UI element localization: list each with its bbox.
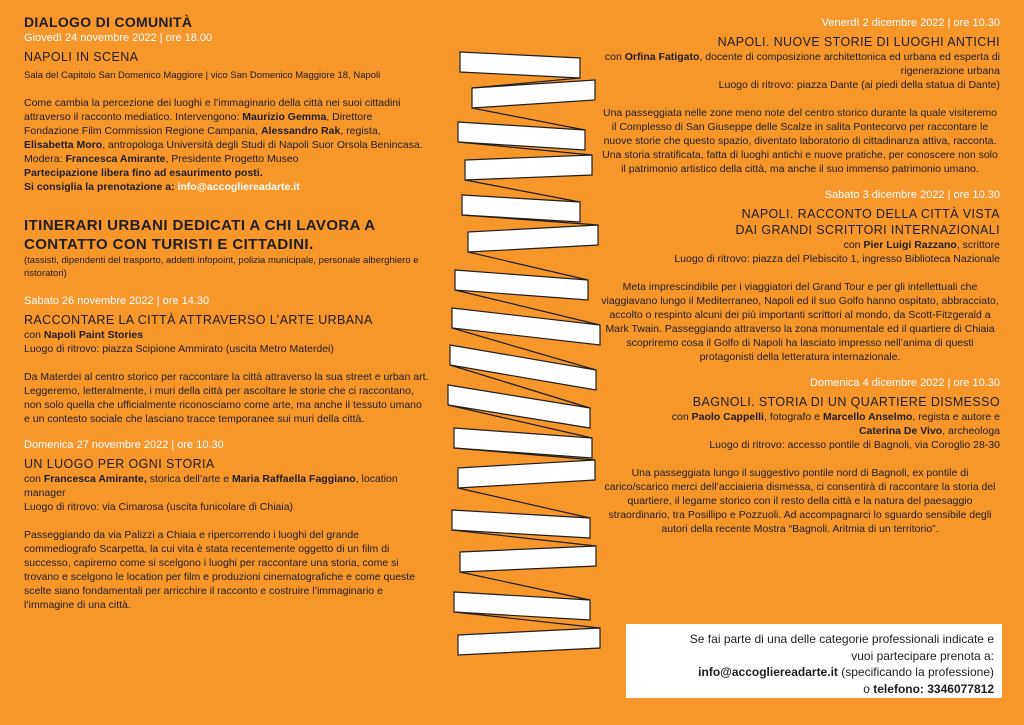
- itinerari-section: [24, 216, 429, 280]
- event-3-dic: [600, 188, 1000, 364]
- speaker-role: , antropologa Università degli Studi di Napoli Suor Orsola Benincasa.: [102, 139, 423, 151]
- contact-phone-link[interactable]: telefono: 3346077812: [873, 681, 994, 696]
- event-description: Meta imprescindibile per i viaggiatori del Grand Tour e per gli intellettuali che viaggiavano lungo il Mediterraneo, Napoli ed il suo Golfo hanno ospitato, abbracciato, accolto o respinto alcuni dei più importanti scrittori al mondo, da Scott-Fitzgerald a Mark Twain. Passeggiando attraverso la zona monumentale ed il quartiere di Chiaia scopriremo cosa il Golfo di Napoli ha lasciato impresso nell’anima di questi protagonisti della letteratura internazionale.: [601, 281, 999, 363]
- event-guide-cont: [600, 424, 1000, 438]
- dialogo-description: [24, 96, 429, 152]
- event-meeting-point: Luogo di ritrovo: piazza Dante (ai piedi della statua di Dante): [718, 79, 1000, 91]
- contact-email-link[interactable]: info@accogliereadarte.it: [698, 665, 838, 679]
- event-meeting-point: Luogo di ritrovo: via Cimarosa (uscita funicolare di Chiaia): [24, 501, 294, 513]
- with-label: con: [671, 411, 692, 423]
- event-date: Sabato 26 novembre 2022 | ore 14.30: [24, 295, 210, 307]
- contact-email-line: [634, 664, 994, 681]
- guide-name: Pier Luigi Razzano: [863, 239, 957, 251]
- booking-line: [24, 180, 429, 194]
- guide-role: , regista e autore e: [912, 411, 1000, 423]
- event-date: Domenica 4 dicembre 2022 | ore 10.30: [810, 377, 1000, 389]
- guide-role: , location manager: [24, 473, 398, 499]
- event-guide: [600, 238, 1000, 252]
- guide-role: , docente di composizione architettonica ed urbana ed esperta di rigenerazione urbana: [699, 51, 1000, 77]
- speaker-role: , regista,: [340, 125, 381, 137]
- dialogo-section: [24, 14, 429, 194]
- event-guide: [600, 410, 1000, 424]
- speaker-name: Maurizio Gemma: [242, 111, 327, 123]
- speaker-role: , Direttore Fondazione Film Commission Regione Campania,: [24, 111, 373, 137]
- moderator-line: [24, 152, 429, 166]
- event-date: Domenica 27 novembre 2022 | ore 10.30: [24, 439, 224, 451]
- event-description: Da Materdei al centro storico per raccontare la città attraverso la sua street e urban art.: [24, 371, 429, 383]
- event-guide: [600, 50, 1000, 78]
- zigzag-ribbons: [448, 52, 600, 655]
- guide-name: Orfina Fatigato: [624, 51, 700, 63]
- event-description: Leggeremo, letteralmente, i muri della città per ascoltare le storie che ci raccontano, non solo quella che ufficialmente riconosciamo come arte, ma anche il tessuto umano e un contesto sociale che lasciano tracce temporanee sui muri della città.: [24, 385, 422, 425]
- event-27-nov: [24, 438, 429, 612]
- with-label: con: [604, 51, 625, 63]
- contact-line2: vuoi partecipare prenota a:: [851, 648, 994, 663]
- free-entry-note: Partecipazione libera fino ad esaurimento posti.: [24, 167, 263, 179]
- event-title-line1: NAPOLI. RACCONTO DELLA CITTÀ VISTA: [741, 207, 1000, 221]
- event-description: Una passeggiata lungo il suggestivo pontile nord di Bagnoli, ex pontile di carico/scarico merci dell’acciaieria dismessa, ci consentirà di raccontare la storia del quartiere, il legame storico con il resto della città e la natura del paesaggio straordinario, tra Posillipo e Pozzuoli. Ad accompagnarci lo sguardo sensibile degli autori della recente Mostra “Bagnoli. Aritmia di un territorio”.: [604, 467, 996, 535]
- event-meeting-point: Luogo di ritrovo: piazza del Plebiscito 1, ingresso Biblioteca Nazionale: [674, 253, 1000, 265]
- event-guide: [24, 472, 429, 500]
- guide-role: , fotografo e: [763, 411, 823, 423]
- dialogo-date: Giovedì 24 novembre 2022 | ore 18.00: [24, 32, 213, 44]
- event-title: NAPOLI. NUOVE STORIE DI LUOGHI ANTICHI: [717, 35, 1000, 49]
- event-26-nov: [24, 294, 429, 426]
- dialogo-title: NAPOLI IN SCENA: [24, 50, 139, 64]
- event-description: Una passeggiata nelle zone meno note del centro storico durante la quale visiteremo il Complesso di San Giuseppe delle Scalze in salita Pontecorvo per raccontare le nuove storie che questo spazio, diventato laboratorio di cittadinanza attiva, racconta. Una storia stratificata, fatta di luoghi antichi e nuove pratiche, per conoscere non solo il patrimonio artistico della città, ma anche il suo immenso patrimonio umano.: [602, 107, 998, 175]
- event-title: RACCONTARE LA CITTÀ ATTRAVERSO L’ARTE URBANA: [24, 313, 373, 327]
- guide-role: , scrittore: [956, 239, 1000, 251]
- dialogo-heading: DIALOGO DI COMUNITÀ: [24, 14, 193, 30]
- speaker-name: Alessandro Rak: [260, 125, 341, 137]
- moderator-name: Francesca Amirante: [65, 153, 166, 165]
- guide-name: Marcello Anselmo: [822, 411, 913, 423]
- with-label: con: [843, 239, 864, 251]
- guide-name: Paolo Cappelli: [691, 411, 764, 423]
- moderator-label: Modera:: [24, 153, 66, 165]
- event-4-dic: [600, 376, 1000, 536]
- right-column: [600, 16, 1000, 536]
- event-meeting-point: Luogo di ritrovo: accesso pontile di Bagnoli, via Coroglio 28-30: [709, 439, 1000, 451]
- event-guide: [24, 328, 429, 342]
- contact-line1: Se fai parte di una delle categorie professionali indicate e: [689, 632, 994, 646]
- guide-name: Caterina De Vivo: [858, 425, 943, 437]
- event-date: Sabato 3 dicembre 2022 | ore 10.30: [824, 189, 1000, 201]
- with-label: con: [24, 329, 44, 341]
- itinerari-subtitle: (tassisti, dipendenti del trasporto, addetti infopoint, polizia municipale, personale alberghiero e ristoratori): [24, 255, 419, 279]
- contact-box: [626, 624, 1002, 698]
- booking-email-link[interactable]: info@accogliereadarte.it: [177, 181, 300, 193]
- guide-role: storica dell’arte e: [146, 473, 232, 485]
- contact-phone-line: [634, 681, 994, 698]
- event-title-line2: DAI GRANDI SCRITTORI INTERNAZIONALI: [735, 223, 1000, 237]
- dialogo-text: Come cambia la percezione dei luoghi e l’immaginario della città nei suoi cittadini attraverso il racconto mediatico. Intervengono:: [24, 97, 401, 123]
- guide-name: Napoli Paint Stories: [43, 329, 144, 341]
- with-label: con: [24, 473, 44, 485]
- event-title: BAGNOLI. STORIA DI UN QUARTIERE DISMESSO: [692, 395, 1000, 409]
- dialogo-venue: Sala del Capitolo San Domenico Maggiore | vico San Domenico Maggiore 18, Napoli: [24, 70, 381, 81]
- moderator-role: , Presidente Progetto Museo: [165, 153, 299, 165]
- event-title: UN LUOGO PER OGNI STORIA: [24, 457, 215, 471]
- event-description: Passeggiando da via Palizzi a Chiaia e ripercorrendo i luoghi del grande commediografo Scarpetta, la cui vita è stata recentemente oggetto di un film di successo, capiremo come si scelgono i luoghi per raccontare una storia, come si trovano e scelgono le location per film e produzioni cinematografiche e come queste scelte siano fondamentali per arricchire il racconto e costruire l’immaginario e l’immagine di una città.: [24, 529, 416, 611]
- event-date: Venerdì 2 dicembre 2022 | ore 10.30: [821, 17, 1000, 29]
- contact-email-note: (specificando la professione): [837, 665, 994, 679]
- guide-name: Maria Raffaella Faggiano: [232, 473, 356, 485]
- booking-label: Si consiglia la prenotazione a:: [24, 181, 178, 193]
- event-2-dic: [600, 16, 1000, 176]
- zigzag-decoration: [430, 40, 620, 695]
- speaker-name: Elisabetta Moro: [24, 139, 103, 151]
- itinerari-heading-line1: ITINERARI URBANI DEDICATI A CHI LAVORA A: [24, 217, 376, 234]
- guide-name: Francesca Amirante,: [43, 473, 147, 485]
- contact-phone-label: o: [863, 681, 874, 696]
- event-meeting-point: Luogo di ritrovo: piazza Scipione Ammirato (uscita Metro Materdei): [24, 343, 334, 355]
- left-column: [24, 14, 429, 612]
- guide-role: , archeologa: [942, 425, 1000, 437]
- itinerari-heading-line2: CONTATTO CON TURISTI E CITTADINI.: [24, 236, 314, 253]
